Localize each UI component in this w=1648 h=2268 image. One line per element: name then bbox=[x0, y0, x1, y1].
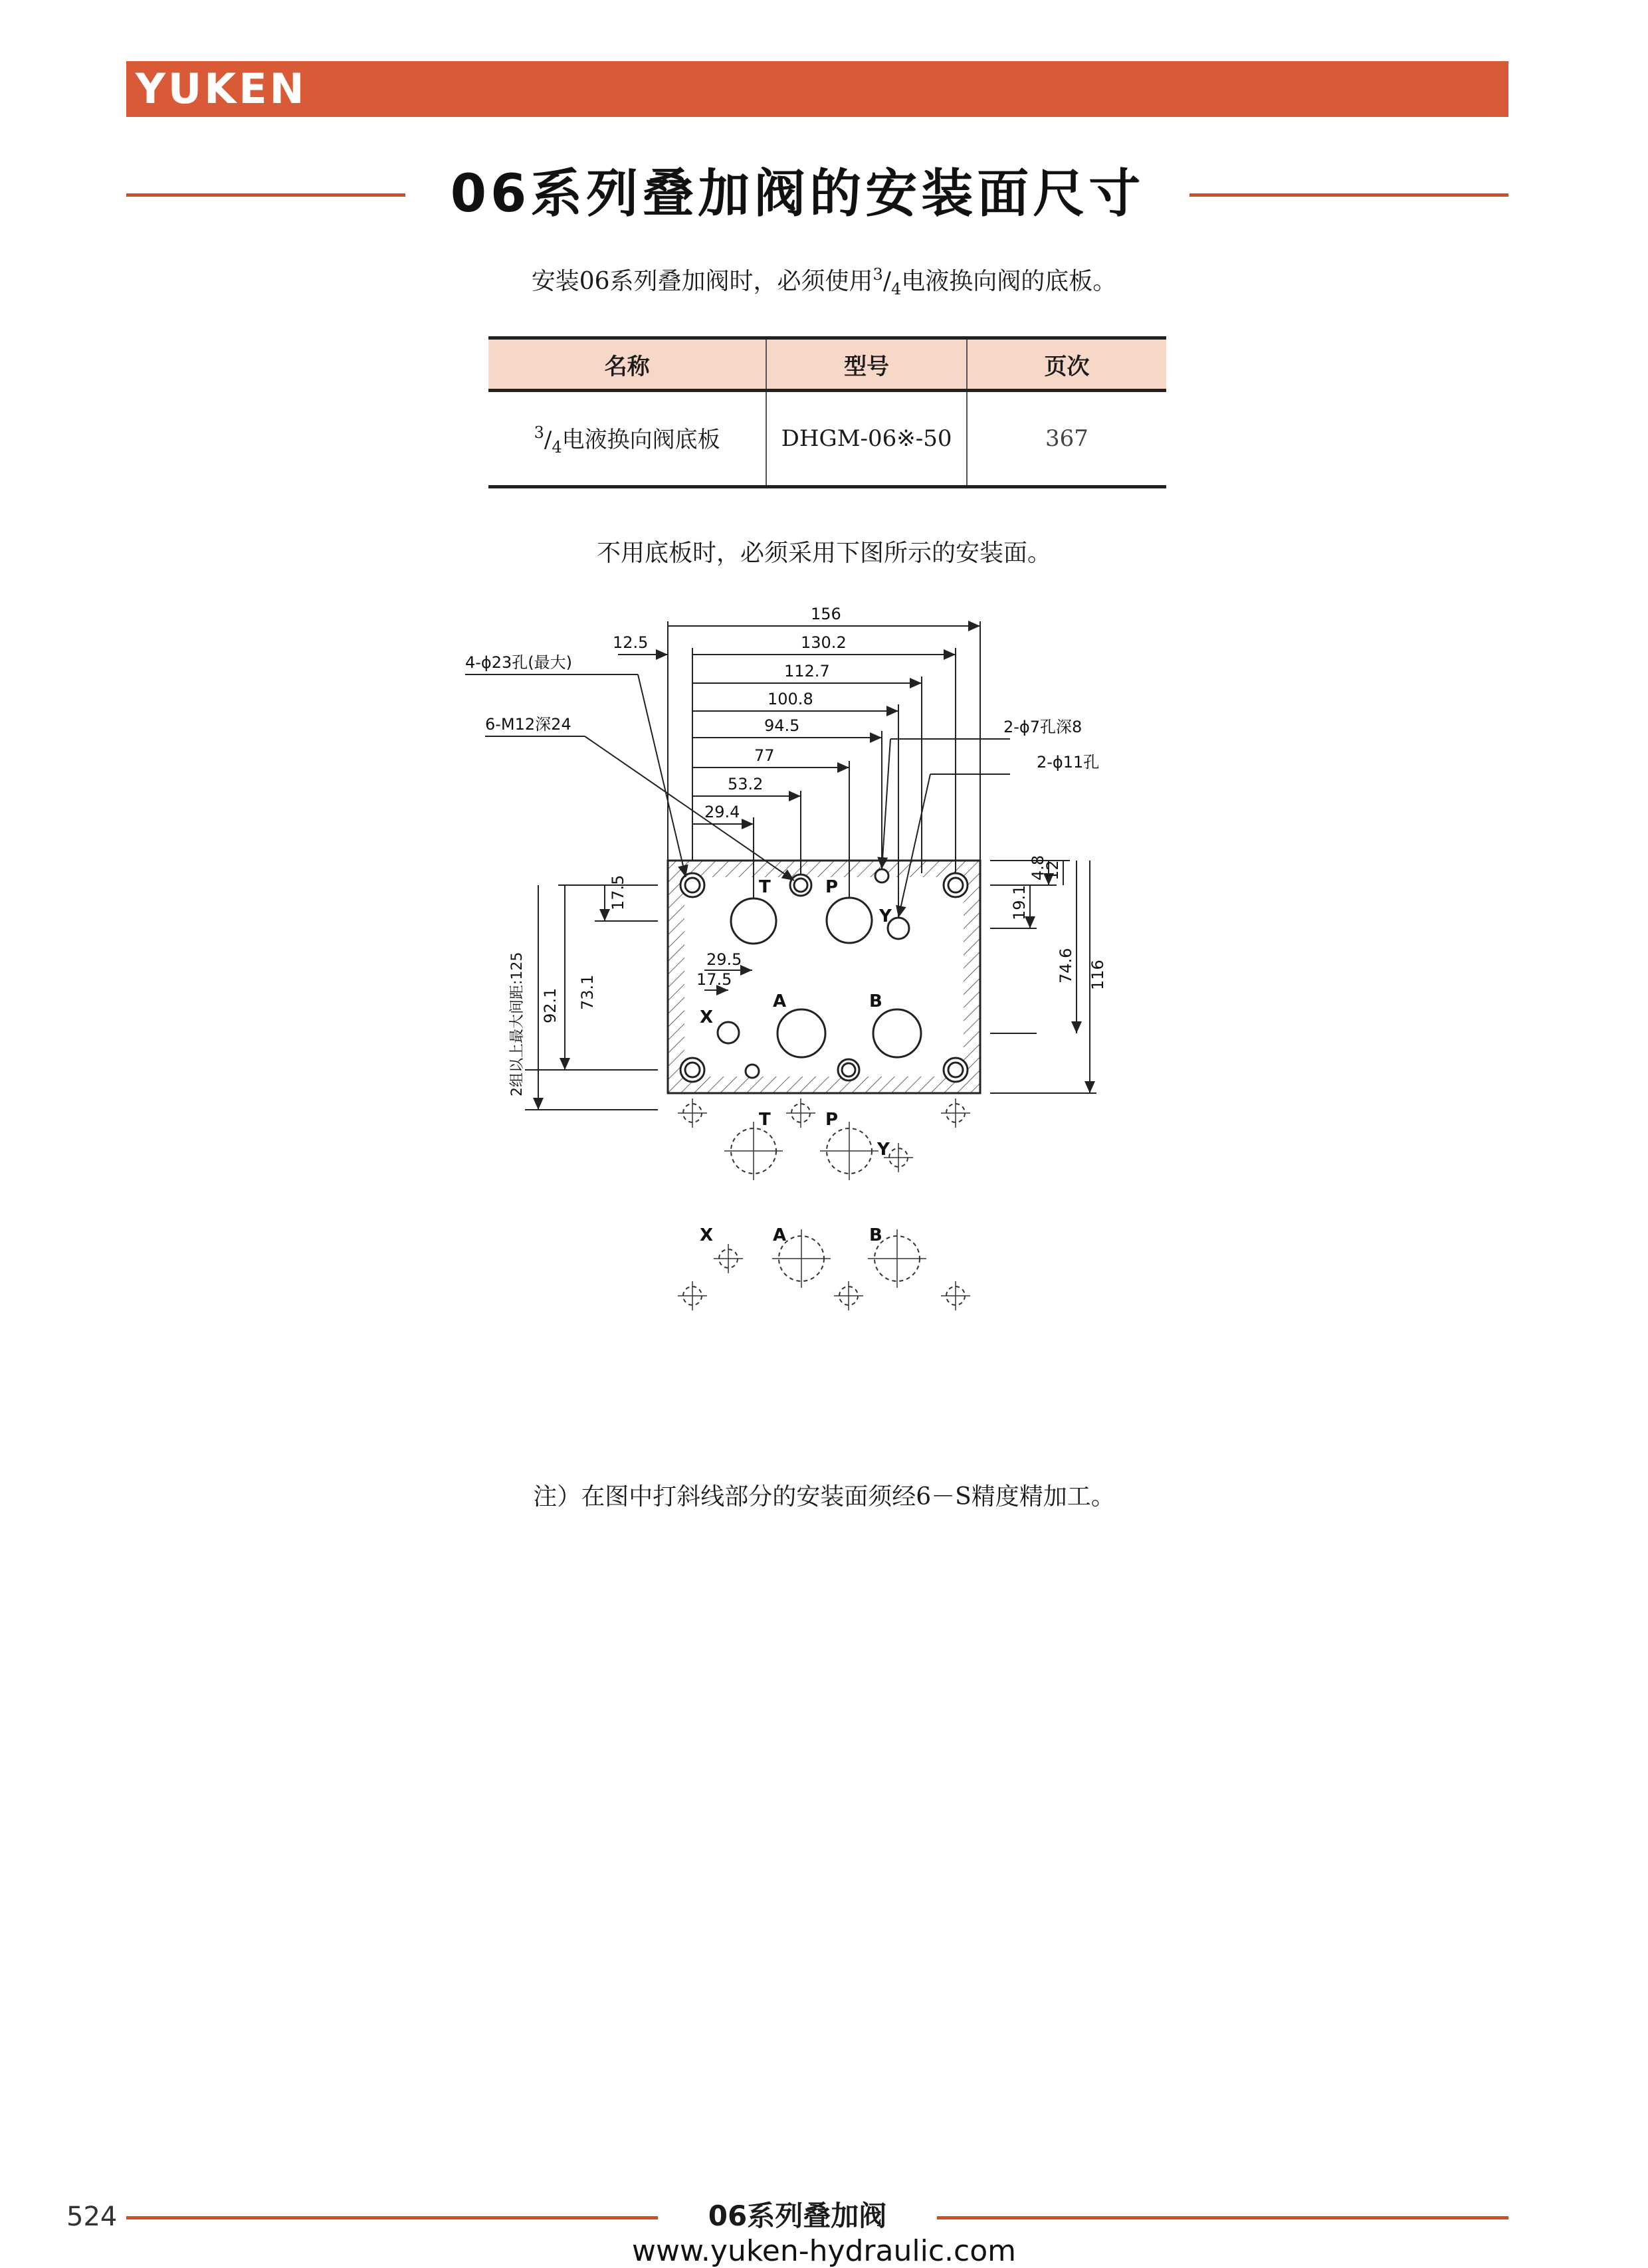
svg-text:Y: Y bbox=[877, 1140, 890, 1160]
dim-12-5: 12.5 bbox=[613, 633, 649, 652]
port-letters-repeat bbox=[700, 1110, 890, 1245]
dim-29-4: 29.4 bbox=[704, 803, 740, 821]
table-row bbox=[488, 391, 1166, 487]
col-name: 名称 bbox=[488, 338, 766, 391]
svg-text:X: X bbox=[700, 1225, 714, 1245]
footer-title: 06系列叠加阀 bbox=[708, 2200, 887, 2232]
svg-text:B: B bbox=[869, 1225, 882, 1245]
dim-77: 77 bbox=[754, 746, 775, 765]
dim-156: 156 bbox=[811, 605, 841, 623]
svg-text:P: P bbox=[825, 1110, 839, 1130]
brand-bar bbox=[126, 61, 1508, 117]
cell-model: DHGM-06※-50 bbox=[766, 391, 967, 487]
title-rule-left bbox=[126, 193, 405, 197]
cell-name: $^3/_4$电液换向阀底板 bbox=[488, 391, 766, 487]
port-label-A: A bbox=[773, 991, 787, 1011]
callout-2-holes-11: 2-ϕ11孔 bbox=[1037, 753, 1100, 772]
mounting-surface-drawing bbox=[439, 598, 1170, 1342]
footer-rule-left bbox=[126, 2216, 658, 2219]
callout-6-m12: 6-M12深24 bbox=[485, 715, 571, 734]
page-title: 06系列叠加阀的安装面尺寸 bbox=[450, 164, 1145, 224]
machining-note: 注）在图中打斜线部分的安装面须经6－S精度精加工。 bbox=[533, 1483, 1115, 1510]
dim-12: 12 bbox=[1043, 860, 1062, 880]
port-X bbox=[718, 1022, 739, 1043]
dim-17-5-inner: 17.5 bbox=[696, 970, 732, 989]
dim-74-6: 74.6 bbox=[1057, 948, 1075, 983]
svg-text:A: A bbox=[773, 1225, 787, 1245]
dim-max-spacing: 2组以上最大间距:125 bbox=[509, 952, 526, 1096]
port-label-T: T bbox=[759, 877, 771, 897]
svg-text:T: T bbox=[759, 1110, 771, 1130]
title-rule-right bbox=[1189, 193, 1508, 197]
dim-17-5: 17.5 bbox=[609, 875, 627, 910]
no-plate-text: 不用底板时，必须采用下图所示的安装面。 bbox=[596, 540, 1051, 567]
col-page: 页次 bbox=[967, 338, 1166, 391]
port-B bbox=[873, 1009, 921, 1057]
port-P bbox=[827, 898, 872, 943]
footer-url: www.yuken-hydraulic.com bbox=[632, 2234, 1016, 2268]
port-label-Y: Y bbox=[879, 906, 892, 926]
port-A bbox=[777, 1009, 825, 1057]
dim-116: 116 bbox=[1088, 960, 1107, 990]
yuken-logo: YUKEN bbox=[136, 64, 307, 113]
port-T bbox=[731, 898, 776, 944]
dim-29-5: 29.5 bbox=[706, 950, 742, 969]
second-valve-outline bbox=[683, 1104, 965, 1305]
port-label-B: B bbox=[869, 991, 882, 1011]
dim-112-7: 112.7 bbox=[784, 662, 830, 680]
port-label-P: P bbox=[825, 877, 839, 897]
port-label-X: X bbox=[700, 1007, 714, 1027]
page-number: 524 bbox=[66, 2202, 118, 2232]
dim-19-1: 19.1 bbox=[1010, 884, 1029, 920]
fraction: $^3/_4$ bbox=[873, 265, 902, 298]
dim-92-1: 92.1 bbox=[541, 987, 560, 1023]
dim-94-5: 94.5 bbox=[764, 716, 800, 735]
dim-4-8: 4.8 bbox=[1029, 855, 1047, 880]
dim-73-1: 73.1 bbox=[578, 974, 597, 1010]
intro-text: 安装06系列叠加阀时，必须使用$^3/_4$电液换向阀的底板。 bbox=[531, 265, 1117, 298]
dim-100-8: 100.8 bbox=[768, 690, 813, 708]
col-model: 型号 bbox=[766, 338, 967, 391]
dim-130-2: 130.2 bbox=[801, 633, 847, 652]
callout-2-holes-7: 2-ϕ7孔深8 bbox=[1003, 718, 1082, 736]
centerlines bbox=[678, 1098, 970, 1310]
footer-rule-right bbox=[937, 2216, 1508, 2219]
subplate-table bbox=[488, 336, 1166, 488]
dim-53-2: 53.2 bbox=[728, 775, 764, 793]
callout-4-holes-23: 4-ϕ23孔(最大) bbox=[465, 653, 573, 672]
cell-page: 367 bbox=[967, 391, 1166, 487]
